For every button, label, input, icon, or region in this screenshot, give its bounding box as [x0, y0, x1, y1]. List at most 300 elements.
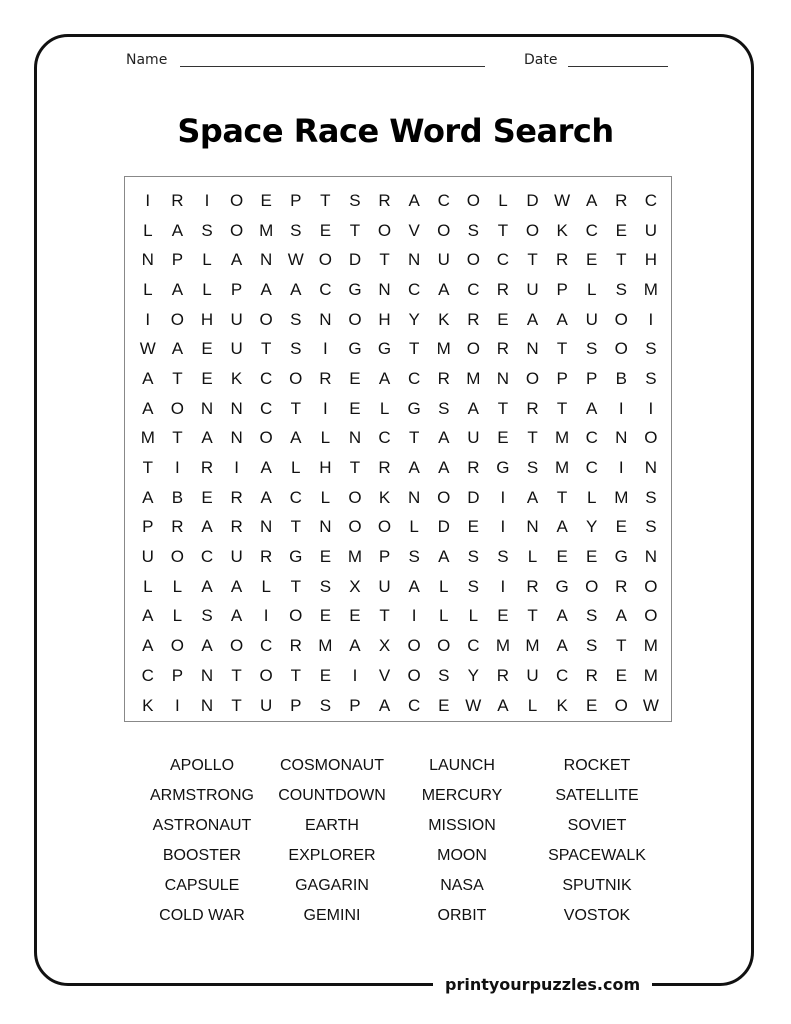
grid-cell[interactable]: N	[230, 398, 243, 418]
grid-cell[interactable]: A	[260, 458, 272, 478]
grid-cell[interactable]: L	[172, 576, 183, 596]
grid-cell[interactable]: C	[289, 487, 302, 507]
grid-cell[interactable]: S	[526, 458, 539, 478]
grid-cell[interactable]: S	[645, 339, 657, 359]
grid-cell[interactable]: E	[615, 517, 627, 537]
grid-cell[interactable]: U	[644, 220, 658, 240]
grid-cell[interactable]: W	[465, 695, 482, 715]
grid-cell[interactable]: S	[290, 339, 302, 359]
grid-cell[interactable]: T	[497, 220, 509, 240]
grid-cell[interactable]: O	[259, 665, 273, 685]
grid-cell[interactable]: H	[378, 309, 391, 329]
grid-cell[interactable]: I	[263, 606, 269, 626]
grid-cell[interactable]: W	[287, 250, 304, 270]
grid-cell[interactable]: T	[349, 458, 361, 478]
grid-cell[interactable]: O	[644, 606, 658, 626]
name-field-line[interactable]	[180, 66, 485, 67]
grid-cell[interactable]: S	[467, 220, 479, 240]
grid-cell[interactable]: S	[645, 517, 657, 537]
grid-cell[interactable]: L	[320, 428, 331, 448]
grid-cell[interactable]: G	[407, 398, 421, 418]
grid-cell[interactable]: A	[349, 636, 361, 656]
grid-cell[interactable]: M	[643, 636, 658, 656]
grid-cell[interactable]: R	[230, 517, 243, 537]
grid-cell[interactable]: I	[322, 339, 328, 359]
grid-cell[interactable]: T	[142, 458, 153, 478]
grid-cell[interactable]: E	[260, 190, 272, 210]
grid-cell[interactable]: I	[411, 606, 417, 626]
grid-cell[interactable]: I	[145, 309, 151, 329]
grid-cell[interactable]: A	[408, 576, 420, 596]
grid-cell[interactable]: T	[616, 250, 627, 270]
grid-cell[interactable]: O	[437, 487, 451, 507]
grid-cell[interactable]: T	[231, 665, 242, 685]
grid-cell[interactable]: T	[349, 220, 361, 240]
grid-cell[interactable]: O	[348, 517, 362, 537]
grid-cell[interactable]: T	[290, 665, 301, 685]
grid-cell[interactable]: O	[437, 636, 451, 656]
grid-cell[interactable]: O	[644, 428, 658, 448]
grid-cell[interactable]: D	[467, 487, 480, 507]
grid-cell[interactable]: U	[260, 695, 273, 715]
grid-cell[interactable]: G	[348, 279, 362, 299]
grid-cell[interactable]: N	[319, 309, 332, 329]
grid-cell[interactable]: E	[349, 368, 361, 388]
grid-cell[interactable]: I	[500, 517, 506, 537]
grid-cell[interactable]: S	[290, 220, 302, 240]
grid-cell[interactable]: R	[496, 339, 510, 359]
grid-cell[interactable]: R	[467, 458, 480, 478]
grid-cell[interactable]: R	[260, 547, 273, 567]
grid-cell[interactable]: I	[234, 458, 239, 478]
grid-cell[interactable]: E	[349, 398, 361, 418]
grid-cell[interactable]: R	[585, 665, 598, 685]
grid-cell[interactable]: T	[556, 398, 568, 418]
grid-cell[interactable]: P	[378, 547, 391, 567]
grid-cell[interactable]: K	[556, 695, 568, 715]
grid-cell[interactable]: T	[260, 339, 272, 359]
grid-cell[interactable]: M	[643, 665, 658, 685]
grid-cell[interactable]: C	[644, 190, 658, 210]
grid-cell[interactable]: U	[230, 309, 243, 329]
grid-cell[interactable]: K	[230, 368, 243, 388]
grid-cell[interactable]: C	[555, 665, 569, 685]
grid-cell[interactable]: N	[644, 458, 658, 478]
grid-cell[interactable]: O	[466, 339, 480, 359]
grid-cell[interactable]: D	[526, 190, 539, 210]
grid-cell[interactable]: A	[230, 576, 243, 596]
grid-cell[interactable]: N	[230, 428, 243, 448]
grid-cell[interactable]: E	[201, 487, 213, 507]
grid-cell[interactable]: I	[648, 309, 654, 329]
grid-cell[interactable]: A	[556, 517, 568, 537]
grid-cell[interactable]: A	[438, 279, 450, 299]
grid-cell[interactable]: O	[466, 190, 480, 210]
grid-cell[interactable]: Y	[467, 665, 479, 685]
grid-cell[interactable]: T	[556, 487, 568, 507]
grid-cell[interactable]: T	[527, 250, 538, 270]
grid-cell[interactable]: S	[586, 339, 598, 359]
grid-cell[interactable]: I	[352, 665, 358, 685]
grid-cell[interactable]: K	[556, 220, 568, 240]
grid-cell[interactable]: O	[407, 636, 421, 656]
grid-cell[interactable]: N	[348, 428, 362, 448]
grid-cell[interactable]: A	[615, 606, 627, 626]
grid-cell[interactable]: T	[616, 636, 627, 656]
grid-cell[interactable]: E	[586, 695, 598, 715]
grid-cell[interactable]: S	[586, 636, 598, 656]
grid-cell[interactable]: O	[614, 339, 628, 359]
grid-cell[interactable]: E	[615, 665, 627, 685]
grid-cell[interactable]: L	[439, 606, 449, 626]
grid-cell[interactable]: D	[437, 517, 450, 537]
grid-cell[interactable]: L	[143, 279, 153, 299]
grid-cell[interactable]: U	[526, 665, 539, 685]
grid-cell[interactable]: K	[378, 487, 391, 507]
grid-cell[interactable]: S	[201, 606, 213, 626]
grid-cell[interactable]: N	[260, 517, 273, 537]
grid-cell[interactable]: N	[200, 398, 214, 418]
grid-cell[interactable]: M	[466, 368, 481, 388]
grid-cell[interactable]: A	[438, 547, 450, 567]
grid-cell[interactable]: S	[438, 398, 450, 418]
grid-cell[interactable]: M	[347, 547, 363, 567]
grid-cell[interactable]: S	[645, 487, 657, 507]
grid-cell[interactable]: C	[200, 547, 214, 567]
grid-cell[interactable]: H	[644, 250, 658, 270]
grid-cell[interactable]: U	[378, 576, 391, 596]
grid-cell[interactable]: R	[467, 309, 480, 329]
grid-cell[interactable]: E	[556, 547, 568, 567]
grid-cell[interactable]: M	[259, 220, 274, 240]
grid-cell[interactable]: S	[497, 547, 509, 567]
grid-cell[interactable]: N	[496, 368, 510, 388]
grid-cell[interactable]: A	[230, 250, 243, 270]
grid-cell[interactable]: A	[171, 339, 184, 359]
grid-cell[interactable]: E	[201, 368, 213, 388]
grid-cell[interactable]: S	[201, 220, 213, 240]
grid-cell[interactable]: O	[259, 309, 273, 329]
grid-cell[interactable]: A	[290, 279, 302, 299]
grid-cell[interactable]: C	[467, 279, 480, 299]
grid-cell[interactable]: L	[320, 487, 331, 507]
grid-cell[interactable]: B	[615, 368, 627, 388]
grid-cell[interactable]: S	[319, 576, 332, 596]
grid-cell[interactable]: N	[378, 279, 391, 299]
grid-cell[interactable]: S	[290, 309, 302, 329]
grid-cell[interactable]: L	[527, 547, 538, 567]
grid-cell[interactable]: O	[377, 517, 392, 537]
grid-cell[interactable]: H	[319, 458, 332, 478]
grid-cell[interactable]: T	[497, 398, 509, 418]
grid-cell[interactable]: U	[437, 250, 450, 270]
grid-cell[interactable]: O	[525, 368, 540, 388]
grid-cell[interactable]: A	[142, 606, 154, 626]
grid-cell[interactable]: R	[615, 576, 628, 596]
grid-cell[interactable]: A	[586, 190, 598, 210]
grid-cell[interactable]: O	[170, 636, 184, 656]
grid-cell[interactable]: S	[438, 665, 450, 685]
grid-cell[interactable]: A	[378, 368, 391, 388]
grid-cell[interactable]: Y	[586, 517, 598, 537]
grid-cell[interactable]: I	[500, 487, 506, 507]
grid-cell[interactable]: C	[260, 368, 273, 388]
grid-cell[interactable]: C	[585, 220, 598, 240]
grid-cell[interactable]: I	[322, 398, 328, 418]
grid-cell[interactable]: O	[437, 220, 451, 240]
grid-cell[interactable]: L	[291, 458, 301, 478]
grid-cell[interactable]: L	[498, 190, 508, 210]
grid-cell[interactable]: O	[289, 606, 303, 626]
grid-cell[interactable]: T	[231, 695, 242, 715]
grid-cell[interactable]: N	[526, 339, 539, 359]
grid-cell[interactable]: E	[319, 547, 332, 567]
grid-cell[interactable]: M	[555, 428, 570, 448]
grid-cell[interactable]: I	[175, 695, 180, 715]
grid-cell[interactable]: E	[319, 220, 332, 240]
grid-cell[interactable]: Y	[408, 309, 420, 329]
grid-cell[interactable]: L	[586, 487, 597, 507]
grid-cell[interactable]: N	[408, 250, 421, 270]
grid-cell[interactable]: E	[438, 695, 450, 715]
grid-cell[interactable]: B	[171, 487, 184, 507]
grid-cell[interactable]: I	[204, 190, 210, 210]
grid-cell[interactable]: O	[348, 309, 362, 329]
grid-cell[interactable]: O	[407, 665, 421, 685]
grid-cell[interactable]: T	[290, 517, 301, 537]
grid-cell[interactable]: O	[644, 576, 658, 596]
grid-cell[interactable]: T	[556, 339, 568, 359]
grid-cell[interactable]: T	[290, 398, 301, 418]
grid-cell[interactable]: E	[497, 428, 509, 448]
grid-cell[interactable]: T	[290, 576, 301, 596]
grid-cell[interactable]: O	[170, 547, 184, 567]
grid-cell[interactable]: C	[437, 190, 450, 210]
grid-cell[interactable]: T	[172, 368, 183, 388]
grid-cell[interactable]: L	[409, 517, 419, 537]
grid-cell[interactable]: M	[495, 636, 510, 656]
grid-cell[interactable]: N	[200, 695, 214, 715]
grid-cell[interactable]: R	[526, 398, 539, 418]
grid-cell[interactable]: L	[172, 606, 183, 626]
grid-cell[interactable]: D	[348, 250, 362, 270]
grid-cell[interactable]: A	[142, 398, 154, 418]
grid-cell[interactable]: I	[175, 458, 180, 478]
grid-cell[interactable]: M	[614, 487, 629, 507]
grid-cell[interactable]: O	[170, 398, 184, 418]
grid-cell[interactable]: A	[290, 428, 302, 448]
grid-cell[interactable]: C	[585, 458, 598, 478]
grid-cell[interactable]: L	[261, 576, 271, 596]
grid-cell[interactable]: E	[586, 547, 598, 567]
grid-cell[interactable]: W	[139, 339, 156, 359]
grid-cell[interactable]: L	[527, 695, 538, 715]
grid-cell[interactable]: L	[202, 250, 212, 270]
grid-cell[interactable]: A	[201, 428, 213, 448]
grid-cell[interactable]: M	[525, 636, 540, 656]
grid-cell[interactable]: R	[496, 279, 510, 299]
grid-cell[interactable]: A	[142, 368, 154, 388]
grid-cell[interactable]: R	[378, 458, 391, 478]
grid-cell[interactable]: C	[408, 695, 421, 715]
grid-cell[interactable]: A	[408, 458, 420, 478]
grid-cell[interactable]: M	[436, 339, 451, 359]
grid-cell[interactable]: U	[526, 279, 539, 299]
grid-cell[interactable]: X	[378, 636, 391, 656]
grid-cell[interactable]: O	[614, 695, 628, 715]
grid-cell[interactable]: O	[229, 220, 244, 240]
grid-cell[interactable]: E	[467, 517, 479, 537]
grid-cell[interactable]: T	[527, 606, 538, 626]
grid-cell[interactable]: S	[319, 695, 332, 715]
grid-cell[interactable]: A	[201, 576, 213, 596]
grid-cell[interactable]: C	[496, 250, 510, 270]
grid-cell[interactable]: E	[319, 606, 332, 626]
grid-cell[interactable]: E	[349, 606, 361, 626]
grid-cell[interactable]: E	[586, 250, 598, 270]
grid-cell[interactable]: A	[260, 279, 272, 299]
grid-cell[interactable]: S	[645, 368, 657, 388]
grid-cell[interactable]: A	[171, 220, 184, 240]
grid-cell[interactable]: C	[260, 636, 273, 656]
grid-cell[interactable]: O	[614, 309, 628, 329]
grid-cell[interactable]: A	[142, 487, 154, 507]
grid-cell[interactable]: O	[259, 428, 273, 448]
grid-cell[interactable]: T	[379, 250, 390, 270]
grid-cell[interactable]: K	[438, 309, 450, 329]
grid-cell[interactable]: V	[408, 220, 420, 240]
grid-cell[interactable]: T	[408, 428, 420, 448]
grid-cell[interactable]: G	[377, 339, 392, 359]
grid-cell[interactable]: I	[500, 576, 506, 596]
grid-cell[interactable]: N	[141, 250, 154, 270]
grid-cell[interactable]: R	[555, 250, 569, 270]
grid-cell[interactable]: R	[200, 458, 214, 478]
grid-cell[interactable]: O	[229, 636, 244, 656]
grid-cell[interactable]: G	[614, 547, 628, 567]
grid-cell[interactable]: C	[408, 368, 421, 388]
grid-cell[interactable]: W	[642, 695, 659, 715]
grid-cell[interactable]: O	[289, 368, 303, 388]
grid-cell[interactable]: L	[379, 398, 390, 418]
grid-cell[interactable]: P	[290, 190, 302, 210]
grid-cell[interactable]: A	[171, 279, 184, 299]
grid-cell[interactable]: R	[496, 665, 510, 685]
grid-cell[interactable]: I	[618, 398, 624, 418]
grid-cell[interactable]: S	[467, 547, 479, 567]
grid-cell[interactable]: R	[615, 190, 628, 210]
grid-cell[interactable]: C	[260, 398, 273, 418]
grid-cell[interactable]: P	[556, 368, 568, 388]
grid-cell[interactable]: A	[526, 487, 539, 507]
grid-cell[interactable]: E	[615, 220, 627, 240]
grid-cell[interactable]: L	[468, 606, 479, 626]
grid-cell[interactable]: O	[377, 220, 392, 240]
grid-cell[interactable]: T	[408, 339, 420, 359]
grid-cell[interactable]: O	[318, 250, 332, 270]
grid-cell[interactable]: I	[618, 458, 624, 478]
grid-cell[interactable]: A	[497, 695, 509, 715]
grid-cell[interactable]: I	[145, 190, 151, 210]
grid-cell[interactable]: O	[466, 250, 480, 270]
grid-cell[interactable]: O	[585, 576, 599, 596]
grid-cell[interactable]: A	[230, 606, 243, 626]
grid-cell[interactable]: A	[526, 309, 539, 329]
grid-cell[interactable]: E	[497, 309, 509, 329]
grid-cell[interactable]: X	[349, 576, 361, 596]
grid-cell[interactable]: L	[586, 279, 597, 299]
grid-cell[interactable]: A	[467, 398, 479, 418]
grid-cell[interactable]: G	[348, 339, 362, 359]
grid-cell[interactable]: E	[319, 665, 332, 685]
grid-cell[interactable]: R	[526, 576, 539, 596]
grid-cell[interactable]: O	[348, 487, 362, 507]
grid-cell[interactable]: R	[289, 636, 302, 656]
grid-cell[interactable]: P	[171, 665, 184, 685]
grid-cell[interactable]: P	[290, 695, 302, 715]
grid-cell[interactable]: G	[496, 458, 510, 478]
grid-cell[interactable]: A	[438, 428, 450, 448]
grid-cell[interactable]: A	[586, 398, 598, 418]
grid-cell[interactable]: N	[200, 665, 214, 685]
grid-cell[interactable]: M	[555, 458, 570, 478]
grid-cell[interactable]: T	[527, 428, 538, 448]
grid-cell[interactable]: S	[349, 190, 361, 210]
grid-cell[interactable]: O	[170, 309, 184, 329]
grid-cell[interactable]: A	[201, 636, 213, 656]
grid-cell[interactable]: U	[230, 339, 243, 359]
grid-cell[interactable]: O	[229, 190, 244, 210]
grid-cell[interactable]: A	[260, 487, 272, 507]
grid-cell[interactable]: R	[230, 487, 243, 507]
grid-cell[interactable]: E	[201, 339, 213, 359]
grid-cell[interactable]: K	[142, 695, 154, 715]
grid-cell[interactable]: A	[408, 190, 420, 210]
grid-cell[interactable]: H	[200, 309, 214, 329]
grid-cell[interactable]: N	[319, 517, 332, 537]
grid-cell[interactable]: P	[556, 279, 568, 299]
grid-cell[interactable]: S	[615, 279, 627, 299]
grid-cell[interactable]: W	[554, 190, 571, 210]
grid-cell[interactable]: C	[319, 279, 332, 299]
grid-cell[interactable]: M	[318, 636, 333, 656]
grid-cell[interactable]: S	[408, 547, 420, 567]
grid-cell[interactable]: A	[142, 636, 154, 656]
grid-cell[interactable]: T	[379, 606, 390, 626]
grid-cell[interactable]: I	[648, 398, 654, 418]
grid-cell[interactable]: G	[289, 547, 303, 567]
grid-cell[interactable]: M	[140, 428, 155, 448]
grid-cell[interactable]: A	[556, 636, 568, 656]
grid-cell[interactable]: S	[586, 606, 598, 626]
grid-cell[interactable]: M	[643, 279, 658, 299]
grid-cell[interactable]: U	[467, 428, 480, 448]
grid-cell[interactable]: U	[585, 309, 598, 329]
date-field-line[interactable]	[568, 66, 668, 67]
grid-cell[interactable]: C	[467, 636, 480, 656]
grid-cell[interactable]: A	[556, 606, 568, 626]
grid-cell[interactable]: P	[586, 368, 598, 388]
grid-cell[interactable]: A	[556, 309, 568, 329]
grid-cell[interactable]: C	[408, 279, 421, 299]
grid-cell[interactable]: R	[171, 517, 184, 537]
grid-cell[interactable]: L	[143, 220, 153, 240]
grid-cell[interactable]: T	[172, 428, 183, 448]
grid-cell[interactable]: L	[439, 576, 449, 596]
grid-cell[interactable]: P	[171, 250, 184, 270]
grid-cell[interactable]: O	[525, 220, 540, 240]
grid-cell[interactable]: G	[555, 576, 569, 596]
